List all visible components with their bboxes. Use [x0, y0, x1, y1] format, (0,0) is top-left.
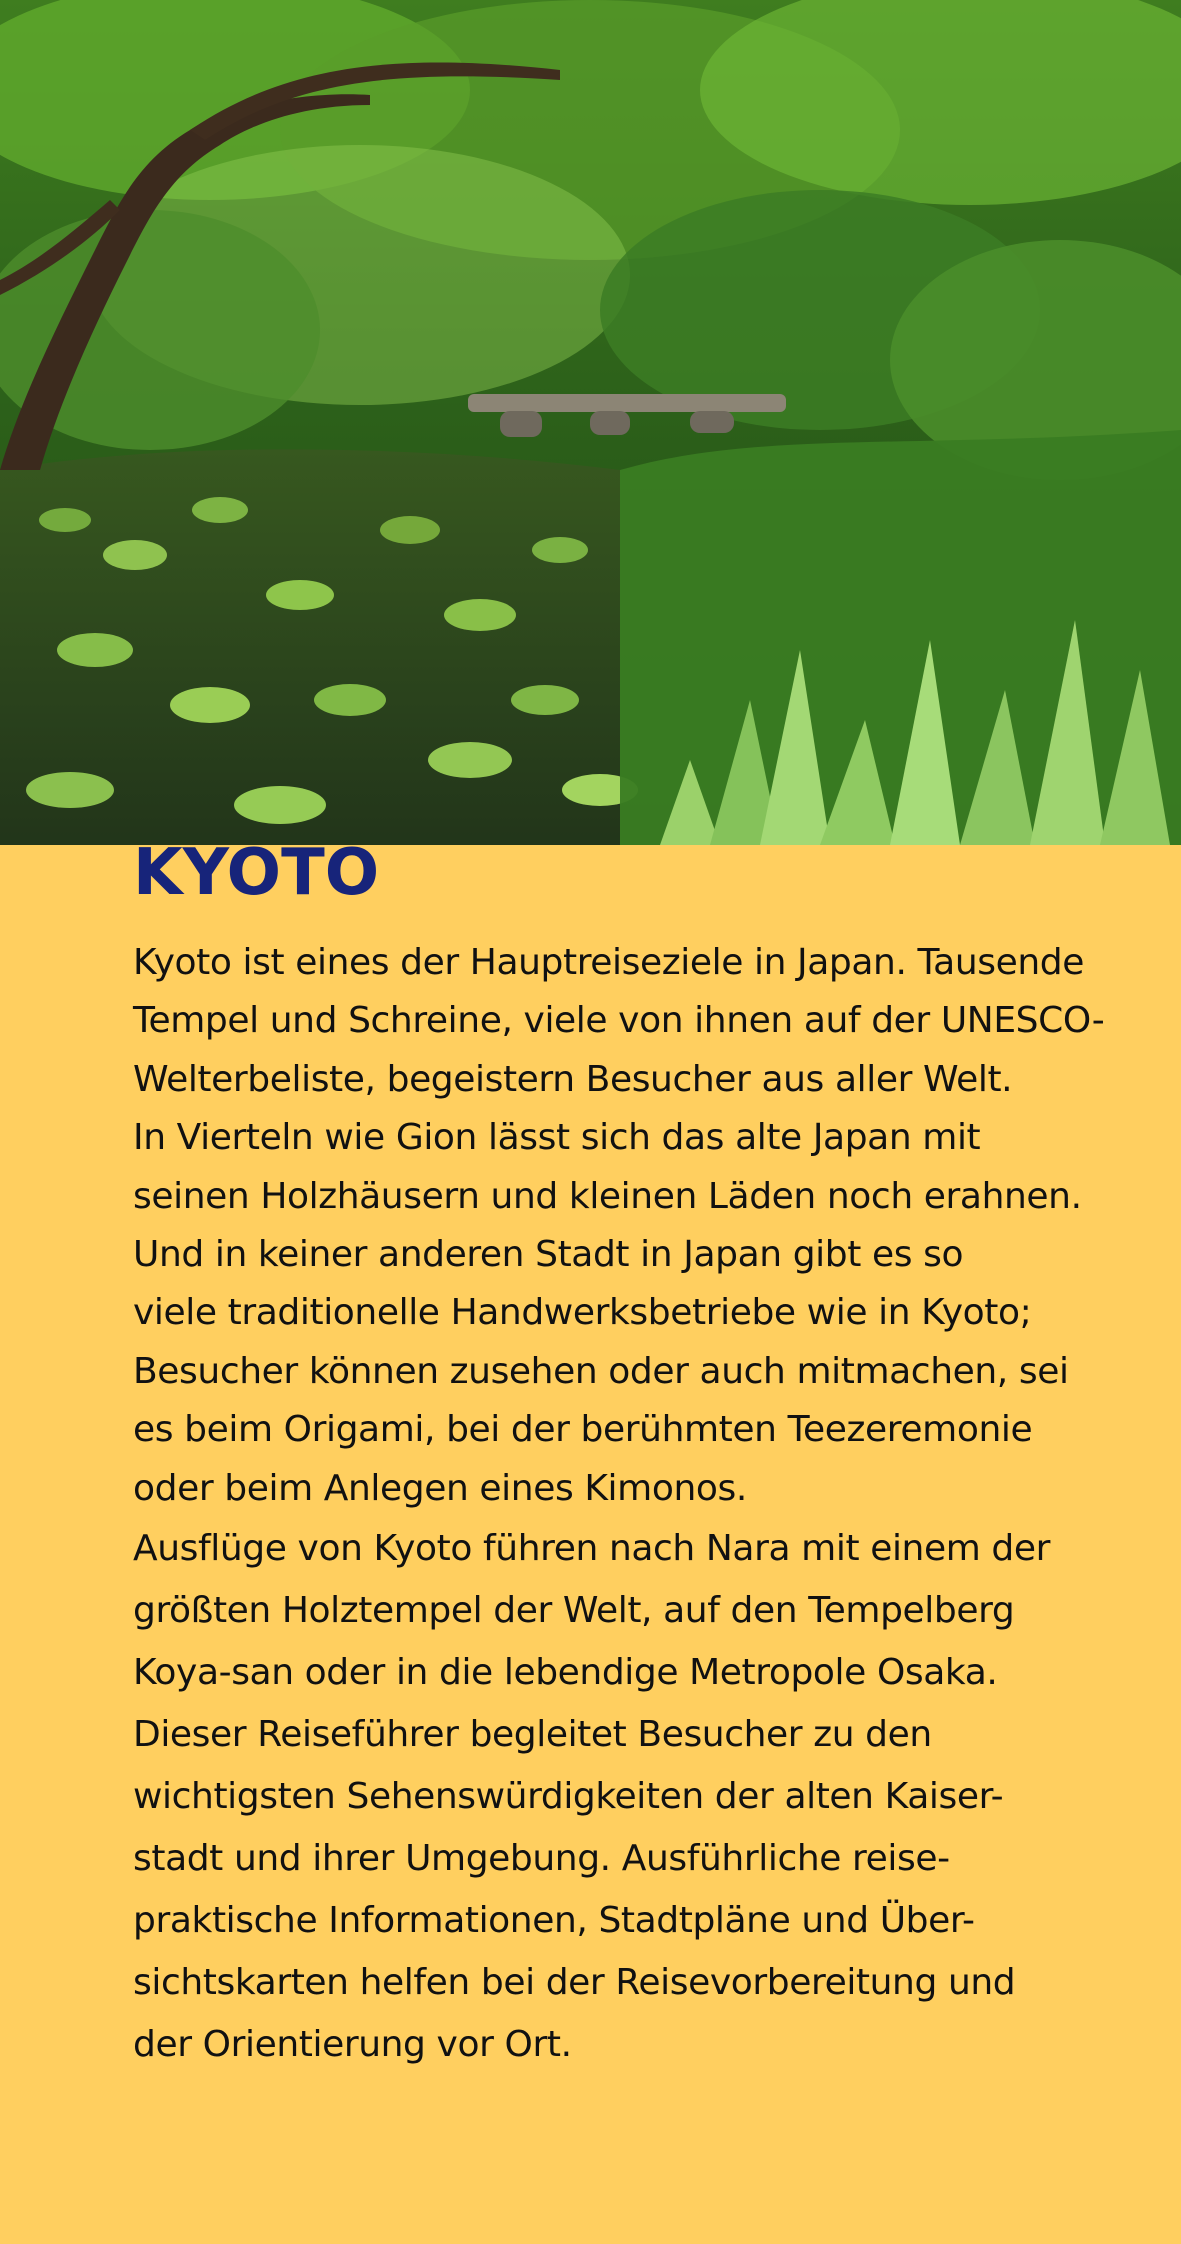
body-line: es beim Origami, bei der berühmten Teezeremonie — [133, 1409, 1033, 1451]
body-line: der Orientierung vor Ort. — [133, 2024, 572, 2066]
body-line: In Vierteln wie Gion lässt sich das alte Japan mit — [133, 1117, 981, 1159]
content-area — [133, 838, 1153, 2076]
body-line: Kyoto ist eines der Hauptreiseziele in Japan. Tausende — [133, 942, 1084, 983]
body-line: Dieser Reiseführer begleitet Besucher zu den — [133, 1714, 932, 1756]
body-line: Und in keiner anderen Stadt in Japan gibt es so — [133, 1234, 964, 1276]
body-line: Besucher können zusehen oder auch mitmachen, sei — [133, 1350, 1069, 1392]
description-text — [133, 934, 1153, 2076]
body-line: Koya-san oder in die lebendige Metropole Osaka. — [133, 1652, 998, 1694]
body-line: sichtskarten helfen bei der Reisevorbereitung und — [133, 1962, 1016, 2004]
body-line: größten Holztempel der Welt, auf den Tempelberg — [133, 1590, 1015, 1632]
body-line: Tempel und Schreine, viele von ihnen auf der UNESCO- — [133, 1000, 1105, 1042]
body-line: seinen Holzhäusern und kleinen Läden noch erahnen. — [133, 1175, 1082, 1217]
body-line: wichtigsten Sehenswürdigkeiten der alten Kaiser- — [133, 1776, 1004, 1818]
body-line: Ausflüge von Kyoto führen nach Nara mit einem der — [133, 1528, 1051, 1570]
page-title: KYOTO — [133, 836, 380, 910]
garden-pond-photo — [0, 0, 1181, 845]
body-line: Welterbeliste, begeistern Besucher aus aller Welt. — [133, 1058, 1013, 1100]
body-line: stadt und ihrer Umgebung. Ausführliche reise- — [133, 1838, 950, 1880]
body-line: viele traditionelle Handwerksbetriebe wie in Kyoto; — [133, 1292, 1032, 1334]
body-line: praktische Informationen, Stadtpläne und Über- — [133, 1900, 975, 1942]
body-line: oder beim Anlegen eines Kimonos. — [133, 1467, 747, 1509]
